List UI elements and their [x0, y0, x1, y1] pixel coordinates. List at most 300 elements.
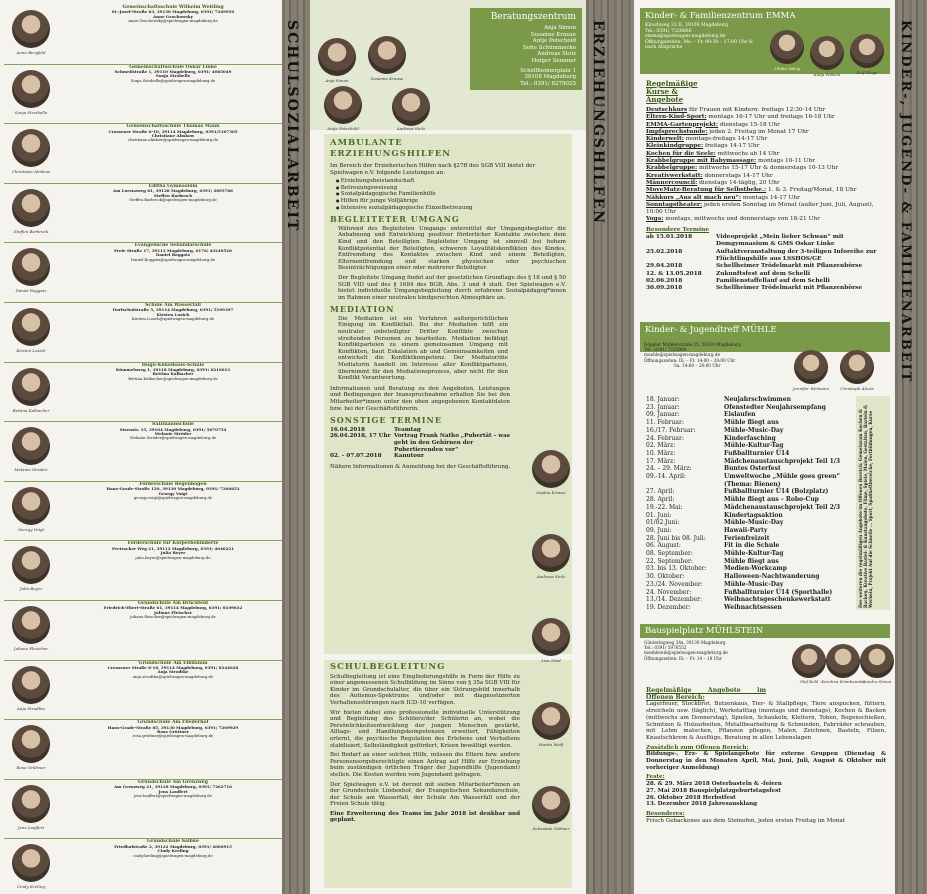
termine-text: Mühle-Music-Day	[724, 580, 784, 588]
avatar	[770, 30, 804, 64]
kurs-name: EMMA-Gartenprojekt:	[646, 121, 719, 128]
muehle-termine-list	[646, 396, 856, 612]
schulbegleitung-p2: Wir bieten dabei eine professionelle individuelle Unterstützung und Begleitung des Schülers/der Schülerin an, wobei die Persönlichkeitsentwicklung der jungen Menschen gestärkt, Alltags- und Handlungskompetenzen erweitert, Fähigkeiten erlernt, die psychische Regulation des Erlebens und Verhaltens stabilisiert, Selbständigkeit gefördert, Krisen bewältigt werden.	[330, 709, 520, 749]
termine-text: Zukunftsfest auf dem Schelli	[716, 270, 811, 277]
termine-text: Videoprojekt „Mein lieber Schwan“ mit Domgymnasium & GMS Oskar Linke	[716, 234, 844, 248]
staff-name: Susanne Krause	[530, 31, 576, 38]
kurs-text: mittwochs ab 14 Uhr	[717, 150, 780, 157]
termine-text: Teamtag	[394, 426, 421, 433]
termine-date: 10. März:	[646, 449, 676, 457]
school-name: Gemeinschaftsschule Wilhelm Weitling	[122, 5, 224, 10]
fest-item: 28. & 29. März 2018 Osterbasteln & -feiern	[646, 781, 782, 788]
termine-date: 30. Oktober:	[646, 573, 685, 581]
kurs-row	[646, 216, 886, 223]
termine-row	[646, 527, 856, 535]
avatar	[318, 38, 356, 76]
emma-kurse-title: Regelmäßige Kurse & Angebote	[646, 79, 698, 104]
termine-date: 17. März:	[646, 457, 676, 465]
school-entry	[66, 6, 280, 24]
avatar	[12, 129, 50, 167]
photo-caption: Steffen Barbrock	[13, 228, 49, 234]
termine-row	[646, 427, 856, 435]
bau-angebote-title: Regelmäßige Angebote im Offenen Bereich:	[646, 687, 766, 701]
kurs-row	[646, 114, 886, 121]
muehle-hours2: Sa. 14:00 – 20:00 Uhr	[674, 362, 721, 368]
kurs-name: Kochen für die Seele:	[646, 150, 716, 157]
avatar	[840, 350, 874, 384]
feste-title: Feste:	[646, 774, 665, 781]
termine-text: Kanutour	[394, 453, 424, 460]
avatar	[12, 427, 50, 465]
kurs-text: donnerstags 14-17 Uhr	[704, 172, 773, 179]
photo-caption: Karolina Krimkowska	[821, 679, 865, 684]
list-item: ● Sozialpädagogische Familienhilfe	[336, 191, 566, 198]
school-address: Dorfschulstraße 5, 39114 Magdeburg, 0391/ 5109397	[112, 307, 234, 313]
contact-email: georgy.voigt@spielwagen-magdeburg.de	[133, 495, 213, 501]
avatar	[392, 88, 430, 126]
contact-email: Daniel.Roggatz@spielwagen-magdeburg.de	[130, 256, 216, 262]
termine-date: 02. – 07.07.2018	[330, 453, 382, 460]
emma-termine-title: Besondere Termine	[646, 226, 710, 233]
contact-name: Georgy Voigt	[158, 490, 188, 496]
school-address: Kümmelsweg 1, 39118 Magdeburg, 0391/ 6216013	[115, 367, 231, 372]
termine-date: 19. Dezember:	[646, 603, 691, 611]
termine-date: 28. Juni bis 08. Juli:	[646, 534, 706, 542]
muehle-side-note: Des weiteren die regelmäßigen Angebote im Offenen Bereich: Gemeinsam Kochen & Backen, Kreative Bastel- & Kunstangebote, Filme, Spiele, Malen, Gestalten, Basteln & Werkeln, Projekt Auf die Schnelle ... Sport, Spaßheftbereiche, Fortbildungen, Kurse	[858, 405, 873, 608]
termine-text: Fußballturnier Ü14	[724, 449, 790, 457]
termine-text: Vortrag Frank Natho „Pubertät – was geht in den Gehirnen der Pubertierenden vor“	[394, 433, 510, 453]
avatar	[12, 308, 50, 346]
termine-text: Buntes Osterfest	[724, 465, 781, 473]
avatar	[850, 34, 884, 68]
middle-panel	[310, 0, 586, 894]
school-address: Freie Straße 17, 39112 Magdeburg, 0176/ 43249520	[114, 247, 232, 253]
kurs-text: mittwochs 15-17 Uhr & donnerstags 10-13 Uhr	[698, 165, 839, 172]
photo-caption: Rosa Grüttner	[16, 765, 46, 771]
school-name: Gemeinschaftsschule Oskar Linke	[129, 64, 217, 70]
ambulante-intro: Im Bereich der Erzieherischen Hilfen nach §27ff des SGB VIII bietet der Spielwagen e.V. folgende Leistungen an:	[330, 163, 536, 176]
contact-email: rosa.grüttner@spielwagen-magdeburg.de	[132, 733, 214, 739]
kurs-text: 1. & 3. Freitag/Monat, 18 Uhr	[767, 187, 857, 194]
photo-caption: Katja Pollack	[813, 72, 841, 77]
photo-caption: Anja Strodtke	[17, 705, 45, 711]
kurs-name: Kreativwerkstatt:	[646, 172, 703, 179]
termine-text: Mühle fliegt aus	[724, 557, 779, 565]
termine-text: Weihnachtsessen	[724, 603, 782, 611]
termine-text: Mühle fliegt aus	[724, 419, 779, 427]
schulbegleitung-title: SCHULBEGLEITUNG	[330, 662, 446, 672]
avatar	[532, 534, 570, 572]
school-entry	[66, 662, 280, 680]
contact-name: Steffen Barbrock	[153, 192, 193, 198]
muehle-info	[644, 342, 774, 368]
mediation-text: Die Mediation ist ein Verfahren außergerichtlichen Einigung im Konfliktfall. Bei der Mediation hilft ein neutraler unbeteiligter Dritter Konflikte zwischen streitenden Personen zu bearbeiten. Mediation befähigt Konfliktparteien zu einem gemeinsamen Umgang mit Konflikten, baut Eskalation ab und Gemeinsamkeiten und entwickelt die Konfliktkompetenz. Der Mediator/die Mediatorin handelt im Interesse aller Konfliktparteien, übernimmt für den Mediationsprozess, aber nicht für den Konflikt Verantwortung.	[338, 315, 508, 382]
school-address: Friedrich-Ebert-Straße 61, 39114 Magdeburg, 0391/ 8109632	[103, 605, 243, 611]
school-name: Grundschule Am Elbdamm	[138, 660, 208, 666]
termine-date: 08. September:	[646, 550, 693, 558]
contact-email: Steffen.Barbrock@spielwagen-magdeburg.de	[129, 197, 217, 203]
contact-name: Jens Lauffert	[158, 788, 188, 794]
emma-phone: Tel.: 0391/ 7328666	[645, 28, 692, 34]
schulbegleitung-p3: Bei Bedarf an einer solchen Hilfe, müssen die Eltern bzw. andere Personensorgeberechtigte einen Antrag auf Hilfe zur Erziehung beim zuständigen örtlichen Träger der Jugendhilfe (Jugendamt) stellen. Die Kosten werden vom Jugendamt getragen.	[330, 752, 520, 778]
left-panel	[0, 0, 282, 894]
photo-caption: Christiane Almkow	[11, 169, 51, 175]
photo-caption: Rolf Kluge	[856, 70, 878, 75]
termine-date: 09. Januar:	[646, 411, 680, 419]
avatar	[368, 36, 406, 74]
termine-text: Fit in die Schule	[724, 542, 780, 550]
termine-text: Weihnachtsgeschenkewerkstatt	[724, 596, 831, 604]
termine-row	[646, 404, 856, 412]
termine-text: Mühle-Music-Day	[724, 519, 784, 527]
photo-caption: Andreas Stolz	[536, 574, 566, 579]
termine-date: 23./24. November:	[646, 580, 703, 588]
divider	[4, 660, 282, 661]
berat-address2: 39108 Magdeburg	[524, 74, 576, 81]
kurs-name: Yoga:	[646, 216, 664, 223]
photo-caption: Georgy Voigt	[17, 526, 45, 532]
emma-termine-list	[646, 234, 886, 292]
right-vertical-title: KINDER-, JUGEND- & FAMILIENARBEIT	[898, 20, 913, 384]
school-address: Hans-Grade-Straße 120, 39130 Magdeburg, 0391/ 7260652	[106, 486, 240, 492]
schulbegleitung-content	[330, 664, 520, 824]
school-entry	[66, 125, 280, 143]
avatar	[12, 248, 50, 286]
staff-name: Anja Simon	[544, 25, 576, 31]
termine-text: Ofenstedter Neujahrsempfang	[724, 403, 826, 411]
contact-name: Anne Grochowsky	[153, 13, 193, 19]
ambulante-list	[336, 178, 566, 211]
fest-item: 13. Dezember 2018 Jahresausklang	[646, 801, 758, 808]
termine-date: 09.-14. April:	[646, 473, 686, 481]
avatar	[826, 644, 860, 678]
bau-header	[640, 624, 890, 638]
termine-row	[646, 234, 886, 249]
school-entry	[66, 423, 280, 441]
mediation-title: MEDIATION	[330, 304, 395, 315]
kurs-text: jeden ersten Sonntag im Monat (außer Juni, Juli, August), 10:00 Uhr	[646, 201, 874, 216]
kurs-row	[646, 187, 886, 194]
contact-email: Bettina.Kalbacher@spielwagen-magdeburg.de	[128, 375, 218, 381]
school-address: Am Lorenzweg 81, 39128 Magdeburg, 0391/ 2895766	[113, 188, 233, 194]
divider	[4, 838, 282, 839]
schulbegleitung-p5: Eine Erweiterung des Teams im Jahr 2018 ist denkbar und geplant.	[330, 810, 520, 824]
termine-date: 12. & 13.05.2018	[646, 270, 702, 277]
emma-title: Kinder- & Familienzentrum EMMA	[645, 11, 796, 21]
photo-caption: Jens Lauffert	[17, 824, 45, 830]
contact-email: christiane.almkow@spielwagen-magdeburg.de	[127, 137, 219, 143]
kurs-name: Sonntagstheater:	[646, 201, 703, 208]
muehle-phone: Tel.: 0391/ 7225804	[644, 347, 687, 353]
photo-caption: Jennifer Weimann	[792, 386, 830, 391]
termine-row	[646, 558, 856, 566]
contact-name: Rosa Grüttner	[157, 729, 189, 734]
school-name: Hugo-Kükelhaus-Schule	[141, 362, 205, 368]
contact-email: anja.strodtke@spielwagen-magdeburg.de	[132, 673, 214, 679]
termine-text: Schellheimer Trödelmarkt mit Pflanzenbörse	[716, 285, 863, 292]
school-entry	[66, 66, 280, 84]
avatar	[12, 487, 50, 525]
photo-caption: Sebastian Göttner	[532, 826, 570, 831]
termine-row	[646, 249, 886, 264]
termine-date: 19.-22. Mai:	[646, 503, 683, 511]
termine-text: Schellheimer Trödelmarkt mit Pflanzenbörse	[716, 263, 863, 270]
bau-address: Günteringweg 24a, 39130 Magdeburg	[644, 640, 726, 645]
kurs-row	[646, 165, 886, 172]
kurs-text: freitags 14-17 Uhr	[704, 143, 760, 150]
termine-text: Eislaufen	[724, 411, 756, 419]
avatar	[324, 86, 362, 124]
photo-caption: Daniel Roggatz	[15, 288, 47, 294]
fest-item: 27. Mai 2018 Bauspielplatzgeburtstagsfest	[646, 787, 781, 794]
divider	[4, 600, 282, 601]
muehle-hours1: Öffnungszeiten: Di. – Fr. 14:00 – 20:00 Uhr	[644, 357, 736, 363]
termine-date: 01. Juni:	[646, 511, 672, 519]
school-entry	[66, 602, 280, 620]
termine-row	[646, 589, 856, 597]
kurs-row	[646, 122, 886, 129]
berat-address1: Schellheimerplatz 1	[520, 67, 576, 74]
right-panel	[634, 0, 895, 894]
school-entry	[66, 483, 280, 501]
termine-date: 13./14. Dezember:	[646, 596, 703, 604]
school-entry	[66, 542, 280, 560]
kurs-name: Impfsprechstunde:	[646, 128, 708, 135]
photo-caption: Ulrike Vahry	[774, 66, 800, 71]
divider	[4, 779, 282, 780]
termine-date: 24. – 29. März:	[646, 465, 692, 473]
contact-email: juliane.fleischer@spielwagen-magdeburg.de	[130, 614, 216, 620]
termine-text: Auftaktveranstaltung der 3-teiligen Inforeihe zur Flüchtlingshilfe aus LSSHOS/GE	[716, 248, 877, 262]
bau-email: muehlstein@spielwagen-magdeburg.de	[644, 650, 728, 656]
muehle-title: Kinder- & Jugendtreff MÜHLE	[645, 325, 777, 335]
staff-name: Sofie Schümmecke	[522, 44, 576, 51]
termine-note: Nähere Informationen & Anmeldung bei der Geschäftsführung.	[330, 463, 511, 470]
emma-address: Kirschweg 32 II, 39108 Magdeburg	[645, 23, 729, 28]
termine-date: 16.04.2018	[330, 426, 366, 433]
list-item: ● Hilfen für junge Volljährige	[336, 198, 566, 205]
avatar	[532, 786, 570, 824]
avatar	[12, 725, 50, 763]
info-text: Informationen und Beratung zu den Angeboten, Leistungen und Bedingungen der Inanspruchnahme erhalten Sie bei den Mitarbeiter*innen unter den oben angegebenen Kontaktdaten bzw. bei der Geschäftsführerin.	[330, 385, 510, 412]
termine-text: Neujahrschwimmen	[724, 396, 791, 403]
kurs-name: Krabbelgruppe mit Babymassage:	[646, 158, 757, 165]
avatar	[12, 10, 50, 48]
photo-caption: Olaf Kohl	[799, 679, 819, 684]
feste-list	[646, 781, 886, 808]
termine-date: 02. März:	[646, 442, 676, 450]
termine-date: 11. Februar:	[646, 419, 684, 427]
avatar	[810, 36, 844, 70]
photo-caption: Antje Petschold	[327, 126, 359, 131]
termine-date: 24. Februar:	[646, 434, 684, 442]
termine-row	[646, 473, 856, 488]
schulbegleitung-p4: Der Spielwagen e.V. ist derzeit mit sieben Mitarbeiter*innen an der Grundschule Lindenhof, der Evangelischen Sekundarschule, der Schule am Wasserfall, der Schule Am Wasserfall und der Freien Schule tätig.	[330, 781, 520, 808]
termine-text: Kindertagsaktion	[724, 511, 783, 519]
photo-caption: Anja Simon	[325, 78, 349, 83]
school-name: Förderschule für Körperbehinderte	[127, 541, 219, 547]
school-entry	[66, 721, 280, 739]
termine-date: 18. Januar:	[646, 396, 680, 403]
avatar	[12, 189, 50, 227]
school-entry	[66, 244, 280, 262]
divider	[4, 719, 282, 720]
kurs-text: montags, mittwochs und donnerstags von 18-21 Uhr	[665, 216, 820, 223]
begleiteter-title: BEGLEITETER UMGANG	[330, 214, 460, 225]
left-vertical-title: SCHULSOZIALARBEIT	[284, 20, 300, 233]
termine-row	[646, 550, 856, 558]
photo-caption: Kirsten Losich	[16, 348, 46, 353]
bau-phone: Tel.: 0391/ 5976552	[644, 645, 687, 651]
photo-caption: Bettina Kalbacher	[12, 407, 50, 413]
school-address: Schmeilstraße 1, 39110 Magdeburg, 0391/ 4085049	[114, 69, 232, 74]
termine-text: Mädchenaustauschprojekt Teil 2/3	[724, 503, 841, 511]
divider	[4, 64, 282, 65]
contact-email: cindy.kreling@spielwagen-magdeburg.de	[133, 852, 213, 858]
contact-email: Anne.Grochowsky@spielwagen-magdeburg.de	[128, 18, 218, 24]
besonderes-text: Frisch Gebackenes aus dem Steinofen, jeden ersten Freitag im Monat	[646, 817, 845, 824]
avatar	[12, 368, 50, 406]
termine-date: 24. November:	[646, 588, 692, 596]
avatar	[12, 785, 50, 823]
kurs-row	[646, 129, 886, 136]
avatar	[12, 70, 50, 108]
divider	[4, 421, 282, 422]
school-address: Sternstr. 15, 39104 Magdeburg, 0391/ 5070754	[119, 426, 227, 432]
school-entry	[66, 781, 280, 799]
termine-date: 23. Januar:	[646, 403, 680, 411]
termine-row	[646, 504, 856, 512]
photo-caption: Melanie Strüder	[14, 467, 48, 473]
termine-text: Fußballturnier Ü14 (Bolzplatz)	[724, 488, 829, 496]
emma-kurse-list	[646, 107, 886, 224]
kurs-row	[646, 195, 886, 202]
kurs-text: dienstags 14-täglig, 20 Uhr	[699, 179, 780, 186]
termine-text: Mühle-Music-Day	[724, 426, 784, 434]
contact-email: Sonja.Strobelle@spielwagen-magdeburg.de	[130, 77, 216, 83]
begleiteter-text2: Der Begleitete Umgang findet auf der gesetzlichen Grundlage des § 18 und § 50 SGB VIII und des § 1684 des BGB, Abs. 3 und 4 statt. Der Spielwagen e.V. bietet individuelle Umgangsbegleitung durch erfahrene Sozialpädagog*innen im Rahmen einer neutralen kindgerechten Atmosphäre an.	[338, 274, 566, 301]
school-entry	[66, 364, 280, 382]
termine-row	[646, 411, 856, 419]
contact-name: Cindy Kreling	[157, 848, 189, 854]
schulbegleitung-p1: Schulbegleitung ist eine Eingliederungshilfe in Form der Hilfe zu einer angemessenen Schulbildung im Sinne von § 35a SGB VIII für Kinder im Grundschulalter, die über ein Störungsbild innerhalb des Autismus-Spektrums und/oder mit diagnostizierten Verhaltensstörungen nach ICD-10 verfügen.	[330, 673, 520, 706]
contact-name: Juliane Fleischer	[154, 609, 192, 615]
avatar	[792, 644, 826, 678]
avatar	[532, 702, 570, 740]
termine-row	[646, 285, 886, 292]
avatar	[532, 618, 570, 656]
photo-caption: Julia Beyer	[19, 586, 43, 592]
termine-text: Halloween-Nachtwanderung	[724, 573, 820, 581]
termine-row	[646, 519, 856, 527]
ambulante-title: AMBULANTE ERZIEHUNGSHILFEN	[330, 138, 452, 159]
divider	[4, 183, 282, 184]
school-address: Friedhofstraße 2, 39122 Magdeburg, 0391/ 4060915	[114, 843, 232, 849]
termine-row	[646, 565, 856, 573]
termine-text: Kinderfasching	[724, 434, 776, 442]
contact-name: Julia Beyer	[160, 550, 186, 556]
bau-zusatz-title: Zusätzlich zum Offenen Bereich:	[646, 744, 749, 751]
muehle-address: Döppler Mühlenstraße 25, 39130 Magdeburg	[644, 342, 741, 347]
kurs-name: Kleinkindgruppe:	[646, 143, 704, 150]
bau-hours: Öffnungszeiten: Di. – Fr. 14 – 18 Uhr	[644, 655, 722, 661]
photo-caption: Susanne Krause	[370, 76, 404, 81]
school-address: Crossener Straße 6-10, 39114 Magdeburg, 0391/5107305	[108, 128, 238, 134]
termine-date: 30.09.2018	[646, 285, 683, 292]
termine-row	[646, 271, 886, 278]
emma-kurse	[646, 80, 886, 292]
termine-row	[646, 512, 856, 520]
school-name: Grundschule Salbke	[147, 839, 199, 845]
photo-caption: Sandra Simon	[862, 679, 892, 684]
termine-row	[646, 396, 856, 404]
termine-text: Umweltwoche „Mühle goes green“ (Thema: Bienen)	[724, 473, 840, 488]
fest-item: 26. Oktober 2018 Herbstfest	[646, 794, 736, 801]
kurs-text: montags 16-17 Uhr und freitags 16-18 Uhr	[708, 114, 835, 121]
school-address: Pretzscher Weg 21, 39112 Magdeburg, 0391/ 4046221	[111, 545, 234, 551]
avatar	[860, 644, 894, 678]
school-name: Grundschule Am Fliederhof	[137, 720, 209, 726]
termine-row	[646, 435, 856, 443]
kurs-name: Kinderwelt:	[646, 136, 684, 143]
photo-caption: Anne Bergfeld	[16, 50, 46, 55]
termine-text: Medien-Workcamp	[724, 565, 787, 573]
termine-row	[646, 458, 856, 466]
bau-content	[646, 688, 886, 824]
contact-email: jens.lauffert@spielwagen-magdeburg.de	[134, 793, 212, 799]
school-name: Salzmannschule	[152, 422, 194, 428]
termine-date: 26.04.2018, 17 Uhr	[330, 433, 391, 440]
termine-text: Ferienfreizeit	[724, 534, 770, 542]
termine-row	[646, 542, 856, 550]
begleiteter-text1: Während des Begleiteten Umgangs unterstützt der Umgangsbegleiter die Anbahnung und Entwicklung positiver förderlicher Kontakte zwischen dem Kind und den Beteiligten. Begleiteter Umgang ist sinnvoll bei hohem Konfliktpotential der Beteiligten, schweren Loyalitätskonflikten des Kindes, Entfremdung des Kontaktes zwischen Kind und einem Beteiligten, Elternentfremdung und starken physischen oder psychischen Beeinträchtigungen einer oder mehrerer Beteiligter.	[338, 225, 566, 272]
school-address: St.-Josef-Straße 63, 39130 Magdeburg, 0391/ 7269950	[111, 9, 235, 15]
kurs-text: für Frauen mit Kindern: freitags 12:30-14 Uhr	[689, 107, 826, 113]
termine-date: 09. Juni:	[646, 526, 672, 534]
termine-date: 06. August:	[646, 542, 681, 550]
contact-name: Sonja Strobelle	[155, 73, 191, 79]
middle-vertical-title: ERZIEHUNGSHILFEN	[590, 20, 606, 226]
termine-row	[646, 263, 886, 270]
termine-row	[646, 604, 856, 612]
termine-text: Mühle fliegt aus – Robo-Cup	[724, 496, 819, 504]
school-name: Editha Gymnasium	[148, 183, 198, 189]
photo-caption: Marita Weiß	[538, 742, 564, 747]
termine-date: 29.04.2018	[646, 263, 683, 270]
termine-date: 16./17. Februar:	[646, 426, 696, 434]
kurs-name: Eltern-Kind-Sport:	[646, 114, 707, 121]
school-name: Grundschule Am Grenzweg	[138, 779, 208, 785]
termine-row	[330, 453, 510, 460]
kurs-text: jeden 2. Freitag im Monat 17 Uhr	[709, 128, 809, 135]
termine-row	[646, 419, 856, 427]
termine-row	[646, 535, 856, 543]
school-name: Grundschule Am Brückfeld	[137, 601, 209, 606]
kurs-name: Männercouncil:	[646, 179, 698, 186]
kurs-row	[646, 151, 886, 158]
termine-date: 03. bis 13. Oktober:	[646, 565, 707, 573]
termine-row	[646, 581, 856, 589]
photo-caption: Christoph Alexis	[840, 386, 874, 391]
kurs-name: Krabbelgruppe:	[646, 165, 698, 172]
avatar	[532, 450, 570, 488]
divider	[4, 481, 282, 482]
divider	[4, 242, 282, 243]
photo-caption: Lisa Nied	[541, 658, 561, 663]
avatar	[12, 844, 50, 882]
termine-text: Hawaii-Party	[724, 526, 768, 534]
termine-list	[330, 427, 510, 460]
